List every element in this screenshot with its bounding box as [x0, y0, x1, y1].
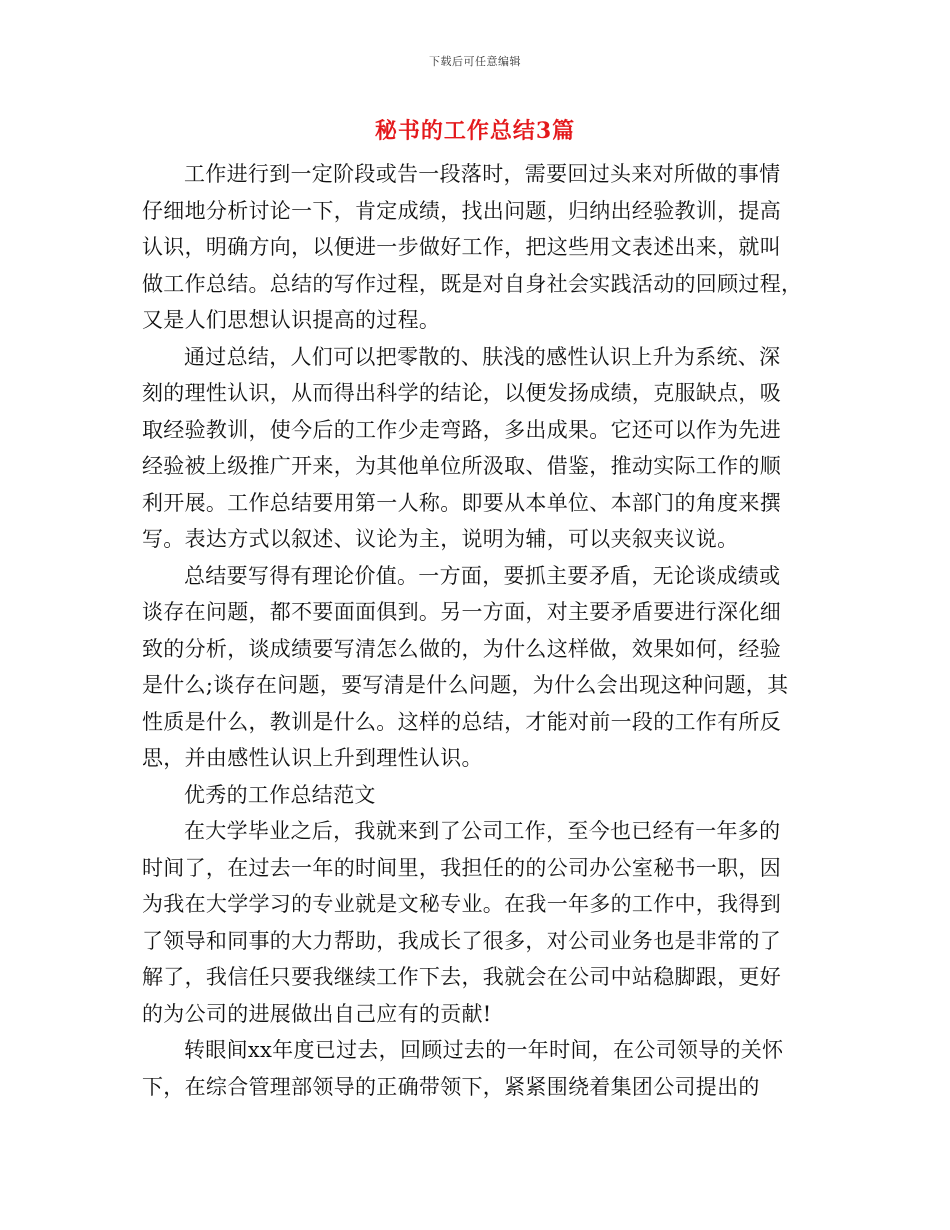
- text-line: 了领导和同事的大力帮助，我成长了很多，对公司业务也是非常的了: [142, 928, 781, 953]
- text-line: 下，在综合管理部领导的正确带领下，紧紧围绕着集团公司提出的: [142, 1074, 760, 1099]
- text-line: 利开展。工作总结要用第一人称。即要从本单位、本部门的角度来撰: [142, 490, 781, 515]
- text-line: 优秀的工作总结范文: [184, 782, 376, 807]
- text-line: 认识，明确方向，以便进一步做好工作，把这些用文表述出来，就叫: [142, 235, 781, 259]
- text-line: 做工作总结。总结的写作过程，既是对自身社会实践活动的回顾过程，: [142, 271, 803, 296]
- text-line: 总结要写得有理论价值。一方面，要抓主要矛盾，无论谈成绩或: [184, 563, 781, 588]
- text-line: 性质是什么，教训是什么。这样的总结，才能对前一段的工作有所反: [142, 709, 781, 734]
- paragraph-theory: [142, 558, 806, 777]
- paragraph-purpose: [142, 339, 806, 558]
- section-heading: [142, 777, 806, 814]
- text-line: 解了，我信任只要我继续工作下去，我就会在公司中站稳脚跟，更好: [142, 965, 781, 989]
- header-note: 下载后可任意编辑: [429, 55, 521, 68]
- paragraph-sample-2: [142, 1032, 806, 1105]
- text-line: 通过总结，人们可以把零散的、肤浅的感性认识上升为系统、深: [184, 344, 781, 369]
- text-line: 的为公司的进展做出自己应有的贡献!: [142, 1001, 492, 1026]
- text-line: 写。表达方式以叙述、议论为主，说明为辅，可以夹叙夹议说。: [142, 527, 739, 551]
- document-title: 秘书的工作总结3篇: [374, 118, 576, 144]
- text-line: 致的分析，谈成绩要写清怎么做的，为什么这样做，效果如何，经验: [142, 636, 781, 661]
- text-line: 时间了，在过去一年的时间里，我担任的的公司办公室秘书一职，因: [142, 855, 781, 880]
- text-line: 工作进行到一定阶段或告一段落时，需要回过头来对所做的事情: [184, 162, 781, 186]
- document-body: [142, 156, 806, 1105]
- text-line: 经验被上级推广开来，为其他单位所汲取、借鉴，推动实际工作的顺: [142, 454, 781, 478]
- text-line: 刻的理性认识，从而得出科学的结论，以便发扬成绩，克服缺点，吸: [142, 381, 781, 405]
- text-line: 取经验教训，使今后的工作少走弯路，多出成果。它还可以作为先进: [142, 417, 781, 442]
- text-line: 谈存在问题，都不要面面俱到。另一方面，对主要矛盾要进行深化细: [142, 600, 781, 624]
- paragraph-sample-1: [142, 813, 806, 1032]
- text-line: 转眼间xx年度已过去，回顾过去的一年时间，在公司领导的关怀: [184, 1038, 784, 1062]
- text-line: 仔细地分析讨论一下，肯定成绩，找出问题，归纳出经验教训，提高: [142, 198, 781, 223]
- paragraph-intro: [142, 156, 806, 339]
- text-line: 思，并由感性认识上升到理性认识。: [142, 746, 483, 770]
- text-line: 为我在大学学习的专业就是文秘专业。在我一年多的工作中，我得到: [142, 892, 781, 916]
- text-line: 又是人们思想认识提高的过程。: [142, 308, 441, 332]
- text-line: 在大学毕业之后，我就来到了公司工作，至今也已经有一年多的: [184, 819, 781, 843]
- text-line: 是什么;谈存在问题，要写清是什么问题，为什么会出现这种问题，其: [142, 673, 789, 697]
